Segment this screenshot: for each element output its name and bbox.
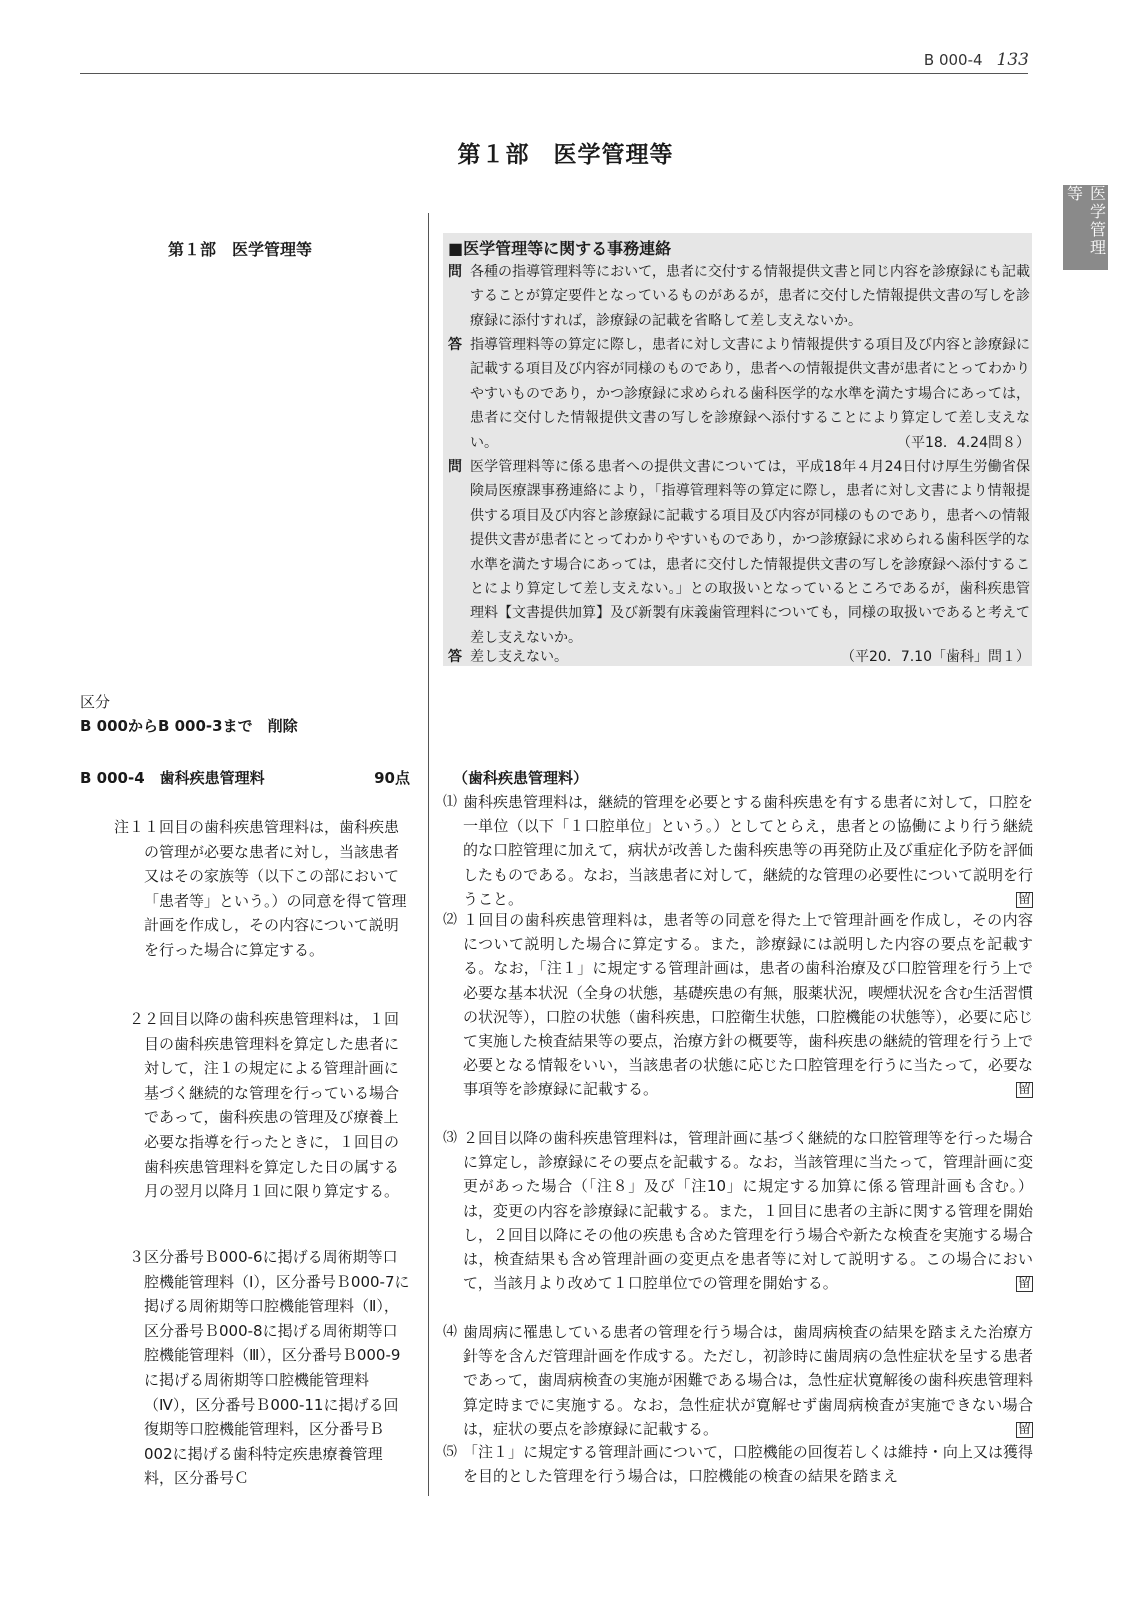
item-number: ⑷ (443, 1324, 457, 1340)
guideline-item (443, 1320, 1033, 1441)
page-header (924, 50, 1029, 70)
qa-reference: （平18．4.24問８） (897, 434, 1030, 451)
notice-box-title: ■医学管理等に関する事務連絡 (448, 239, 672, 258)
right-section-heading: （歯科疾患管理料） (453, 769, 589, 787)
note-item (80, 1007, 410, 1204)
note-item (80, 815, 410, 963)
item-number: ⑵ (443, 912, 457, 928)
header-code: B 000-4 (923, 51, 983, 69)
b000-4-points: 90点 (374, 769, 410, 787)
note-number: 注１ (113, 818, 144, 836)
item-text: 歯周病に罹患している患者の管理を行う場合は，歯周病検査の結果を踏まえた治療方針等を含んだ管理計画を作成する。ただし，初診時に歯周病の急性症状を呈する患者であって，歯周病検査の実施が困難である場合は，急性症状寛解後の歯科疾患管理料算定時までに実施する。なお，急性症状が寛解せず歯周病検査が実施できない場合は，症状の要点を診療録に記載する。 (463, 1323, 1034, 1438)
note-text: 区分番号Ｂ000-6に掲げる周術期等口腔機能管理料（Ⅰ），区分番号Ｂ000-7に掲げる周術期等口腔機能管理料（Ⅱ），区分番号Ｂ000-8に掲げる周術期等口腔機能管理料（Ⅲ），区分番号Ｂ000-9に掲げる周術期等口腔機能管理料（Ⅳ），区分番号Ｂ000-11に掲げる回復期等口腔機能管理料，区分番号Ｂ002に掲げる歯科特定疾患療養管理料，区分番号Ｃ (144, 1248, 410, 1488)
item-text: 「注１」に規定する管理計画について，口腔機能の回復若しくは維持・向上又は獲得を目的とした管理を行う場合は，口腔機能の検査の結果を踏まえ (463, 1443, 1033, 1486)
answer-mark: 答 (448, 649, 462, 665)
kubun-text: B 000からB 000-3まで 削除 (80, 717, 298, 735)
guideline-item (443, 1126, 1033, 1295)
qa-entry (448, 333, 1030, 455)
item-number: ⑶ (443, 1130, 457, 1146)
left-section-heading: 第１部 医学管理等 (168, 240, 313, 259)
header-rule (80, 73, 1028, 74)
guideline-item (443, 908, 1033, 1102)
page-title: 第１部 医学管理等 (457, 142, 674, 168)
guideline-item (443, 790, 1033, 911)
question-mark: 問 (448, 459, 462, 475)
qa-text: 医学管理料等に係る患者への提供文書については，平成18年４月24日付け厚生労働省保険局医療課事務連絡により，「指導管理料等の算定に際し，患者に対し文書により情報提供する項目及び内容と診療録に記載する項目及び内容が同様のものであり，患者への情報提供文書が患者にとってわかりやすいものであり，かつ診療録に求められる歯科医学的な水準を満たす場合にあっては，患者に交付した情報提供文書の写しを診療録へ添付することにより算定して差し支えない。」との取扱いとなっているところであるが，歯科疾患管理料【文書提供加算】及び新製有床義歯管理料についても，同様の取扱いであると考えて差し支えないか。 (470, 459, 1030, 646)
note-text: ２回目以降の歯科疾患管理料は，１回目の歯科疾患管理料を算定した患者に対して，注１の規定による管理計画に基づく継続的な管理を行っている場合であって，歯科疾患の管理及び療養上必要な指導を行ったときに，１回目の歯科疾患管理料を算定した日の属する月の翌月以降月１回に限り算定する。 (144, 1010, 400, 1201)
note-number: ３ (128, 1248, 144, 1266)
qa-reference: （平20．7.10「歯科」問１） (841, 649, 1030, 665)
column-divider (428, 213, 429, 1496)
item-text: ２回目以降の歯科疾患管理料は，管理計画に基づく継続的な口腔管理等を行った場合に算定し，診療録にその要点を記載する。なお，当該管理に当たって，管理計画に変更があった場合（「注８」及び「注10」に規定する加算に係る管理計画も含む。）は，変更の内容を診療録に記載する。また，１回目に患者の主訴に関する管理を開始し，２回目以降にその他の疾患も含めた管理を行う場合や新たな検査を実施する場合は，検査結果も含め管理計画の変更点を患者等に対して説明する。この場合において，当該月より改めて１口腔単位での管理を開始する。 (463, 1129, 1034, 1293)
item-number: ⑸ (443, 1444, 457, 1460)
qa-entry (448, 455, 1030, 650)
b000-4-title: B 000-4 歯科疾患管理料 (80, 769, 265, 787)
kubun-label: 区分 (80, 693, 111, 711)
note-number: ２ (128, 1010, 144, 1028)
qa-entry (448, 645, 1030, 669)
ryu-mark-icon: 留 (1017, 1082, 1031, 1098)
ryu-mark-icon: 留 (1017, 1421, 1031, 1437)
guideline-item (443, 1440, 1033, 1488)
answer-mark: 答 (448, 337, 462, 353)
qa-entry (448, 260, 1030, 333)
qa-text: 指導管理料等の算定に際し，患者に対し文書により情報提供する項目及び内容と診療録に記載する項目及び内容が同様のものであり，患者への情報提供文書が患者にとってわかりやすいものであり，かつ診療録に求められる歯科医学的な水準を満たす場合にあっては，患者に交付した情報提供文書の写しを診療録へ添付することにより算定して差し支えない。 (470, 337, 1030, 451)
page-number: 133 (996, 50, 1029, 70)
section-index-tab[interactable]: 医学管理等 (1063, 185, 1108, 270)
question-mark: 問 (448, 264, 462, 280)
qa-text: 差し支えない。 (470, 649, 568, 665)
kubun-block (80, 690, 298, 738)
note-item (80, 1245, 410, 1491)
item-number: ⑴ (443, 794, 457, 810)
item-text: 歯科疾患管理料は，継続的管理を必要とする歯科疾患を有する患者に対して，口腔を一単位（以下「１口腔単位」という。）としてとらえ，患者との協働により行う継続的な口腔管理に加えて，病状が改善した歯科疾患等の再発防止及び重症化予防を評価したものである。なお，当該患者に対して，継続的な管理の必要性について説明を行うこと。 (463, 793, 1033, 908)
b000-4-heading (80, 767, 410, 788)
ryu-mark-icon: 留 (1017, 891, 1031, 907)
ryu-mark-icon: 留 (1017, 1276, 1031, 1292)
note-text: １回目の歯科疾患管理料は，歯科疾患の管理が必要な患者に対し，当該患者又はその家族等（以下この部において「患者等」という。）の同意を得て管理計画を作成し，その内容について説明を行った場合に算定する。 (144, 818, 407, 959)
qa-text: 各種の指導管理料等において，患者に交付する情報提供文書と同じ内容を診療録にも記載することが算定要件となっているものがあるが，患者に交付した情報提供文書の写しを診療録に添付すれば，診療録の記載を省略して差し支えないか。 (470, 264, 1030, 329)
item-text: １回目の歯科疾患管理料は，患者等の同意を得た上で管理計画を作成し，その内容について説明した場合に算定する。また，診療録には説明した内容の要点を記載する。なお，「注１」に規定する管理計画は，患者の歯科治療及び口腔管理を行う上で必要な基本状況（全身の状態，基礎疾患の有無，服薬状況，喫煙状況を含む生活習慣の状況等），口腔の状態（歯科疾患，口腔衛生状態，口腔機能の状態等），必要に応じて実施した検査結果等の要点，治療方針の概要等，歯科疾患の継続的管理を行う上で必要となる情報をいい，当該患者の状態に応じた口腔管理を行うに当たって，必要な事項等を診療録に記載する。 (463, 911, 1034, 1099)
